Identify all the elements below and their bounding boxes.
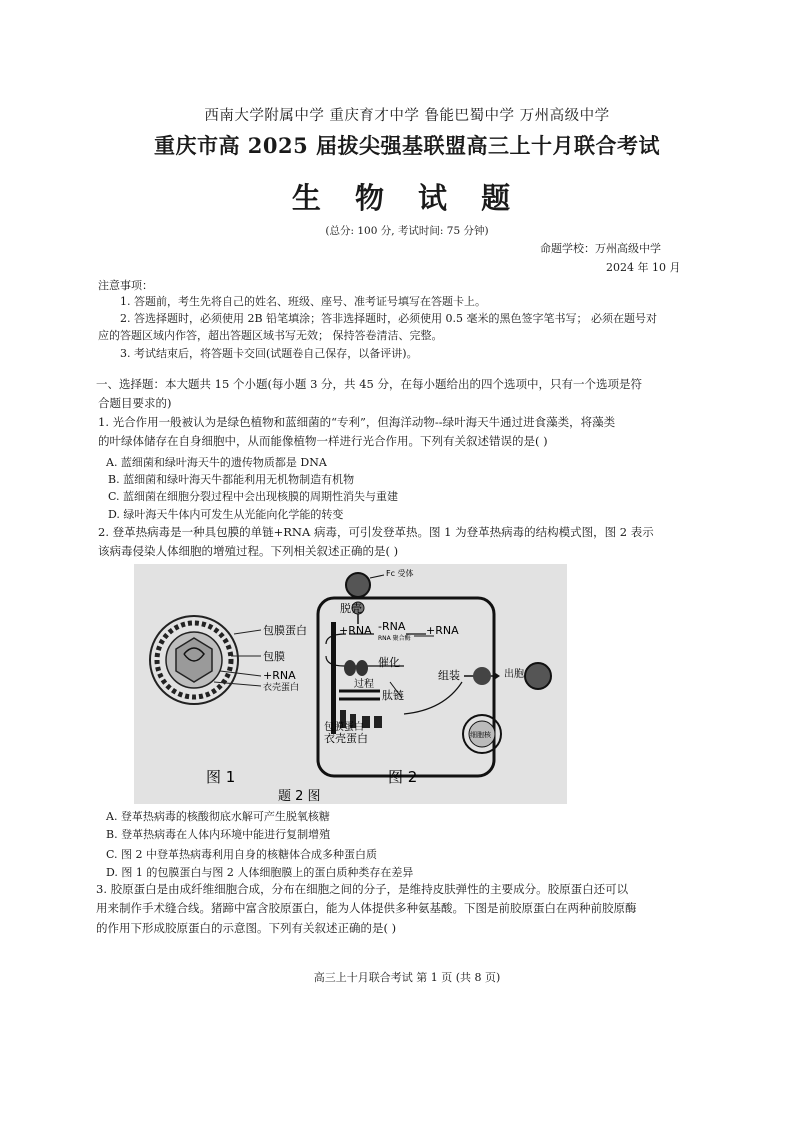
- q1-option-a: A. 蓝细菌和绿叶海天牛的遗传物质都是 DNA: [106, 456, 327, 469]
- fig1-label-envelope-protein: 包膜蛋白: [263, 624, 307, 637]
- q1-option-c: C. 蓝细菌在细胞分裂过程中会出现核膜的周期性消失与重建: [108, 490, 399, 503]
- page-footer: 高三上十月联合考试 第 1 页 (共 8 页): [313, 971, 501, 984]
- q1-option-d: D. 绿叶海天牛体内可发生从光能向化学能的转变: [108, 508, 344, 521]
- notice-item-3: 3. 考试结束后，将答题卡交回(试题卷自己保存，以备评讲)。: [120, 347, 418, 360]
- fig1-label-envelope: 包膜: [263, 650, 285, 663]
- q2-stem-line-1: 2. 登革热病毒是一种具包膜的单链+RNA 病毒，可引发登革热。图 1 为登革热病毒的结构模式图，图 2 表示: [98, 525, 654, 539]
- q2-figure: [134, 564, 567, 804]
- fig1-label-capsid-protein: 衣壳蛋白: [263, 683, 300, 693]
- exam-title: 重庆市高 2025 届拔尖强基联盟高三上十月联合考试: [153, 133, 661, 158]
- q2-option-b: B. 登革热病毒在人体内环境中能进行复制增殖: [106, 828, 331, 841]
- school-list: 西南大学附属中学 重庆育才中学 鲁能巴蜀中学 万州高级中学: [204, 108, 610, 124]
- subject-title: 生 物 试 题: [291, 181, 523, 215]
- fig2-label-assembly: 组装: [438, 669, 460, 682]
- fig2-label-minus-rna: -RNA: [378, 620, 406, 633]
- fig2-label-nucleus: 细胞核: [470, 731, 491, 739]
- fig2-label-plus-rna: +RNA: [339, 624, 372, 637]
- q2-option-d: D. 图 1 的包膜蛋白与图 2 人体细胞膜上的蛋白质种类存在差异: [106, 866, 414, 879]
- fig1-caption: 图 1: [206, 768, 236, 786]
- q1-option-b: B. 蓝细菌和绿叶海天牛都能利用无机物制造有机物: [108, 473, 355, 486]
- fig2-label-process: 过程: [354, 679, 374, 690]
- fig2-caption: 图 2: [388, 768, 418, 786]
- fig1-label-rna: +RNA: [263, 669, 296, 682]
- q1-stem-line-2: 的叶绿体储存在自身细胞中，从而能像植物一样进行光合作用。下列有关叙述错误的是( ): [98, 434, 548, 448]
- section-heading-cont: 合题目要求的): [98, 396, 172, 410]
- q2-option-c: C. 图 2 中登革热病毒利用自身的核糖体合成多种蛋白质: [106, 848, 378, 861]
- notice-item-1: 1. 答题前，考生先将自己的姓名、班级、座号、准考证号填写在答题卡上。: [120, 295, 486, 308]
- fig2-label-capsid-protein: 衣壳蛋白: [324, 732, 368, 745]
- fig2-label-envelope-protein: 包膜蛋白: [324, 722, 364, 733]
- q3-stem-line-3: 的作用下形成胶原蛋白的示意图。下列有关叙述正确的是( ): [96, 921, 397, 935]
- fig2-label-fc-receptor: Fc 受体: [386, 569, 414, 578]
- fig2-label-catalysis: 催化: [378, 656, 400, 669]
- section-heading: 一、选择题：本大题共 15 个小题(每小题 3 分，共 45 分，在每小题给出的四个选项中，只有一个选项是符: [96, 377, 642, 391]
- q2-stem-line-2: 该病毒侵染人体细胞的增殖过程。下列相关叙述正确的是( ): [98, 544, 399, 558]
- fig2-label-peptide: 肽链: [382, 689, 404, 702]
- virus-structure-diagram: [150, 616, 261, 704]
- notice-item-2: 2. 答选择题时，必须使用 2B 铅笔填涂；答非选择题时，必须使用 0.5 毫米的黑色签字笔书写； 必须在题号对: [120, 312, 658, 325]
- score-time: (总分: 100 分, 考试时间: 75 分钟): [325, 225, 489, 237]
- notice-title: 注意事项：: [98, 279, 153, 292]
- exam-date: 2024 年 10 月: [606, 261, 681, 274]
- notice-item-2-cont: 应的答题区域内作答，超出答题区域书写无效； 保持答卷清洁、完整。: [98, 329, 443, 342]
- setter-school: 命题学校：万州高级中学: [540, 242, 661, 255]
- q3-stem-line-2: 用来制作手术缝合线。猪蹄中富含胶原蛋白，能为人体提供多种氨基酸。下图是前胶原蛋白在两种前胶原酶: [96, 901, 637, 915]
- q3-stem-line-1: 3. 胶原蛋白是由成纤维细胞合成，分布在细胞之间的分子，是维持皮肤弹性的主要成分。胶原蛋白还可以: [96, 882, 629, 896]
- q1-stem-line-1: 1. 光合作用一般被认为是绿色植物和蓝细菌的“专利”，但海洋动物--绿叶海天牛通过进食藻类，将藻类: [98, 415, 616, 429]
- figure-title: 题 2 图: [278, 789, 321, 804]
- fig2-label-rna-polymerase: RNA 聚合酶: [378, 635, 411, 642]
- fig2-label-plus-rna-2: +RNA: [426, 624, 459, 637]
- fig2-label-uncoating: 脱壳: [340, 602, 362, 615]
- q2-option-a: A. 登革热病毒的核酸彻底水解可产生脱氧核糖: [106, 810, 330, 823]
- fig2-label-exocytosis: 出胞: [504, 669, 524, 680]
